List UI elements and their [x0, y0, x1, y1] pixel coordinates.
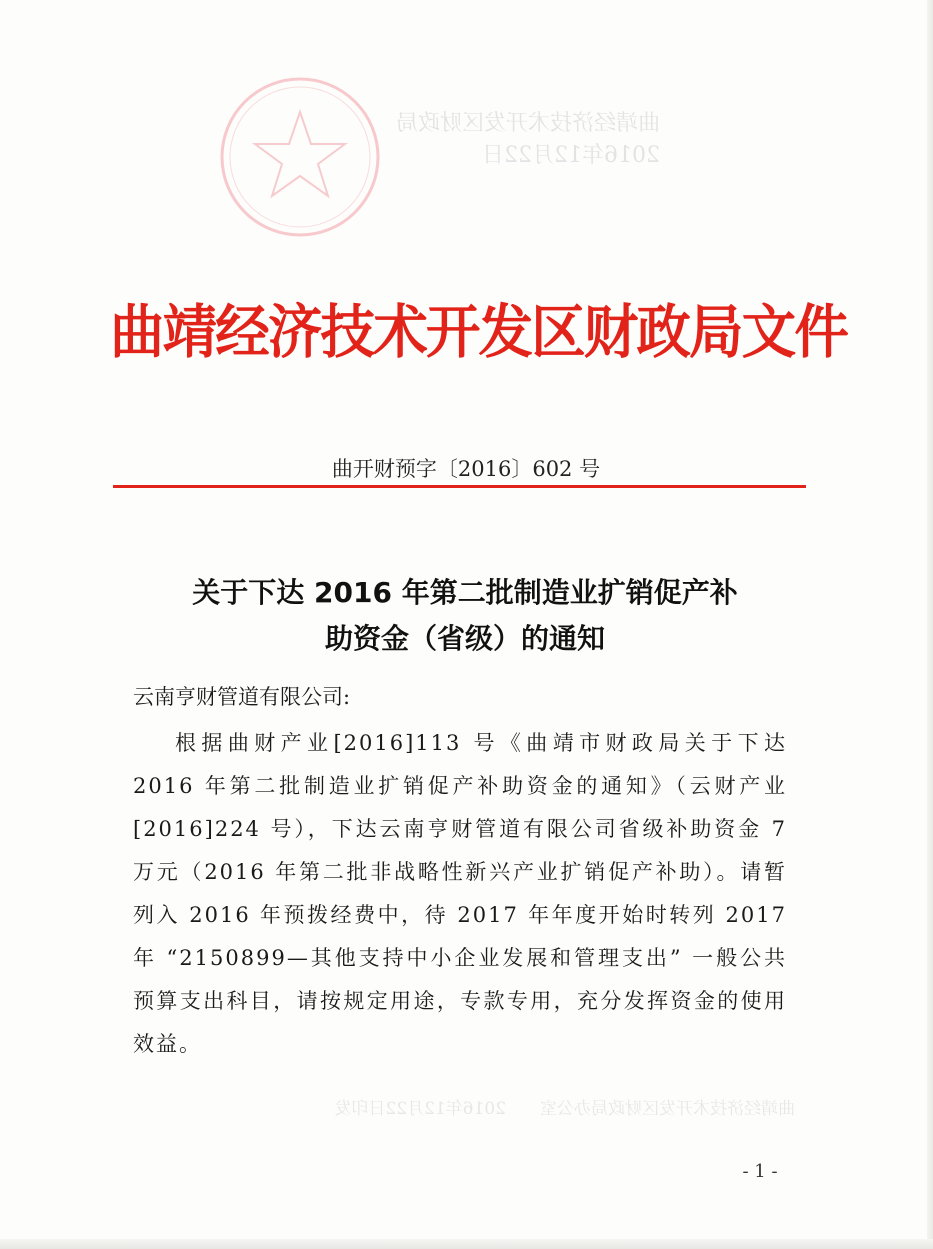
page-number: - 1 - [742, 1161, 778, 1182]
notice-body-paragraph: 根据曲财产业[2016]113 号《曲靖市财政局关于下达 2016 年第二批制造业扩销促产补助资金的通知》（云财产业[2016]224 号），下达云南亨财管道有限公司省级补助资金 7 万元（2016 年第二批非战略性新兴产业扩销促产补助）。请暂列入 2016 年预拨经费中，待 2017 年年度开始时转列 2017 年 “2150899—其他支持中小企业发展和管理支出” 一般公共预算支出科目，请按规定用途，专款专用，充分发挥资金的使用效益。 [133, 731, 787, 1056]
scan-edge-bottom [0, 1239, 933, 1249]
notice-title [115, 570, 815, 662]
reverse-side-footer-bleed: 曲靖经济技术开发区财政局办公室 2016年12月22日印发 [334, 1099, 795, 1119]
header-red-divider [113, 485, 806, 488]
document-number: 曲开财预字〔2016〕602 号 [331, 457, 601, 481]
reverse-side-bleed-through: 曲靖经济技术开发区财政局 2016年12月22日 [395, 111, 660, 168]
notice-title-line-2: 助资金（省级）的通知 [324, 622, 605, 655]
scan-edge-right [927, 0, 933, 1249]
document-header-title: 曲靖经济技术开发区财政局文件 [110, 298, 847, 366]
recipient-line: 云南亨财管道有限公司: [133, 685, 351, 709]
notice-title-line-1: 关于下达 2016 年第二批制造业扩销促产补 [192, 576, 738, 609]
